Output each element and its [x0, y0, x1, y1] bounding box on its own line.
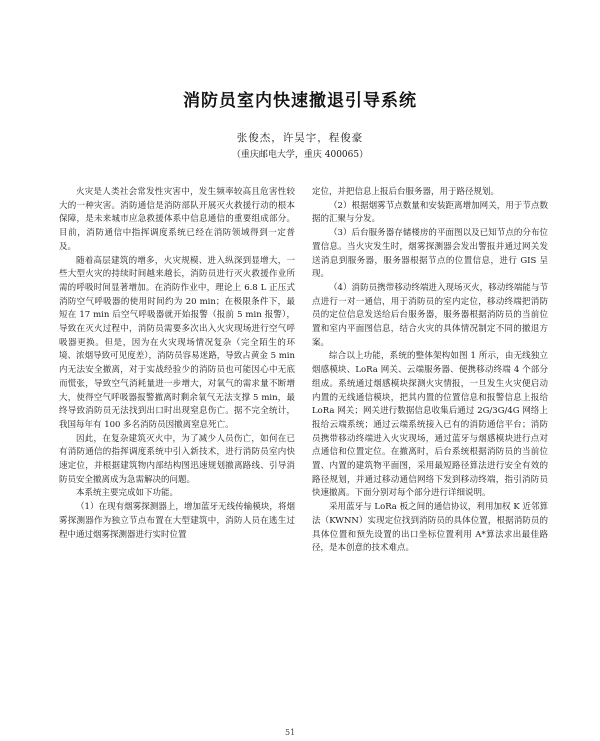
- left-column: [59, 186, 295, 542]
- page-number: 51: [285, 728, 296, 737]
- paragraph: 综合以上功能，系统的整体架构如图 1 所示，由无线独立烟感模块、LoRa 网关、云端服务器、便携移动终端 4 个部分组成。系统通过烟感模块探测火灾情报，一旦发生火灾便启动内置的无线通信模块，把其内置的位置信息和报警信息上报给 LoRa 网关；网关进行数据信息收集后通过 2G/3G/4G 网络上报给云端系统；通过云端系统接入已有的消防通信平台；消防员携带移动终端进入火灾现场，通过蓝牙与烟感模块进行点对点通信和位置定位。在撤离时，后台系统根据消防员的当前位置、内置的建筑物平面图，采用最短路径算法进行安全有效的路径规划，并通过移动通信网络下发到移动终端，指引消防员快速撤离。下面分别对每个部分进行详细说明。: [312, 351, 548, 499]
- paragraph: 定位，并把信息上报后台服务器，用于路径规划。: [312, 187, 500, 197]
- paragraph: 随着高层建筑的增多，火灾规模、进入纵深到显增大，一些大型火灾的持续时间越来越长，消防员进行灭火救援作业所需的呼吸时间显著增加。在消防作业中，理论上 6.8 L 正压式消防空气呼吸器的使用时间约为 20 min；在极限条件下，最短在 17 min 后空气呼吸器就开始报警（报前 5 min 报警），导致在灭火过程中，消防员需要多次出入火灾现场进行空气呼吸器更换。但是，因为在火灾现场情况复杂（完全陌生的环境、浓烟导致可见度差），消防员容易迷路，导致占黄金 5 min 内无法安全撤离，对于实战经验少的消防员也可能因心中无底而慌张，导致空气消耗量进一步增大，对氧气的需求量不断增大，使得空气呼吸器报警撤离时剩余氧气无法支撑 5 min，最终导致消防员无法找到出口时出现窒息伤亡。据不完全统计，我国每年有 100 多名消防员因撤离窒息死亡。: [59, 255, 295, 430]
- paragraph: 采用蓝牙与 LoRa 板之间的通信协议，利用加权 K 近邻算法（KWNN）实现定位找到消防员的具体位置，根据消防员的具体位置和预先设置的出口坐标位置利用 A*算法求出最佳路径，是本创意的技术难点。: [312, 502, 548, 554]
- paper-affiliation: （重庆邮电大学，重庆 400065）: [231, 150, 369, 160]
- paragraph: 本系统主要完成如下功能。: [76, 488, 179, 499]
- paragraph: （3）后台服务器存储楼房的平面图以及已知节点的分布位置信息。当火灾发生时，烟雾探测器会发出警报并通过网关发送消息到服务器，服务器根据节点的位置信息，进行 GIS 呈现。: [312, 228, 548, 280]
- paper-authors: 张俊杰，许昊宇，程俊豪: [236, 132, 364, 144]
- right-column: [312, 186, 548, 556]
- paper-title: 消防员室内快速撤退引导系统: [183, 91, 417, 111]
- paragraph: 因此，在复杂建筑灭火中，为了减少人员伤亡，如何在已有消防通信的指挥调度系统中引入新技术，进行消防员室内快速定位，并根据建筑物内部结构图迅速规划撤离路线、引导消防员安全撤离成为急需解决的问题。: [59, 433, 295, 485]
- paragraph: 火灾是人类社会常发性灾害中，发生频率较高且危害性较大的一种灾害。消防通信是消防部队开展灭火救援行动的根本保障，是未来城市应急救援体系中信息通信的重要组成部分。目前，消防通信中指挥调度系统已经在消防领域得到一定普及。: [59, 187, 295, 252]
- paragraph: （1）在现有烟雾探测器上，增加蓝牙无线传输模块，将烟雾探测器作为独立节点布置在大型建筑中，消防人员在逃生过程中通过烟雾探测器进行实时位置: [59, 502, 295, 540]
- paragraph: （4）消防员携带移动终端进入现场灭火，移动终端能与节点进行一对一通信，用于消防员的室内定位，移动终端把消防员的定位信息发送给后台服务器，服务器根据消防员的当前位置和室内平面图信息，结合火灾的具体情况制定不同的撤退方案。: [312, 282, 548, 348]
- paragraph: （2）根据烟雾节点数量和安装距离增加网关，用于节点数据的汇聚与分发。: [312, 200, 548, 225]
